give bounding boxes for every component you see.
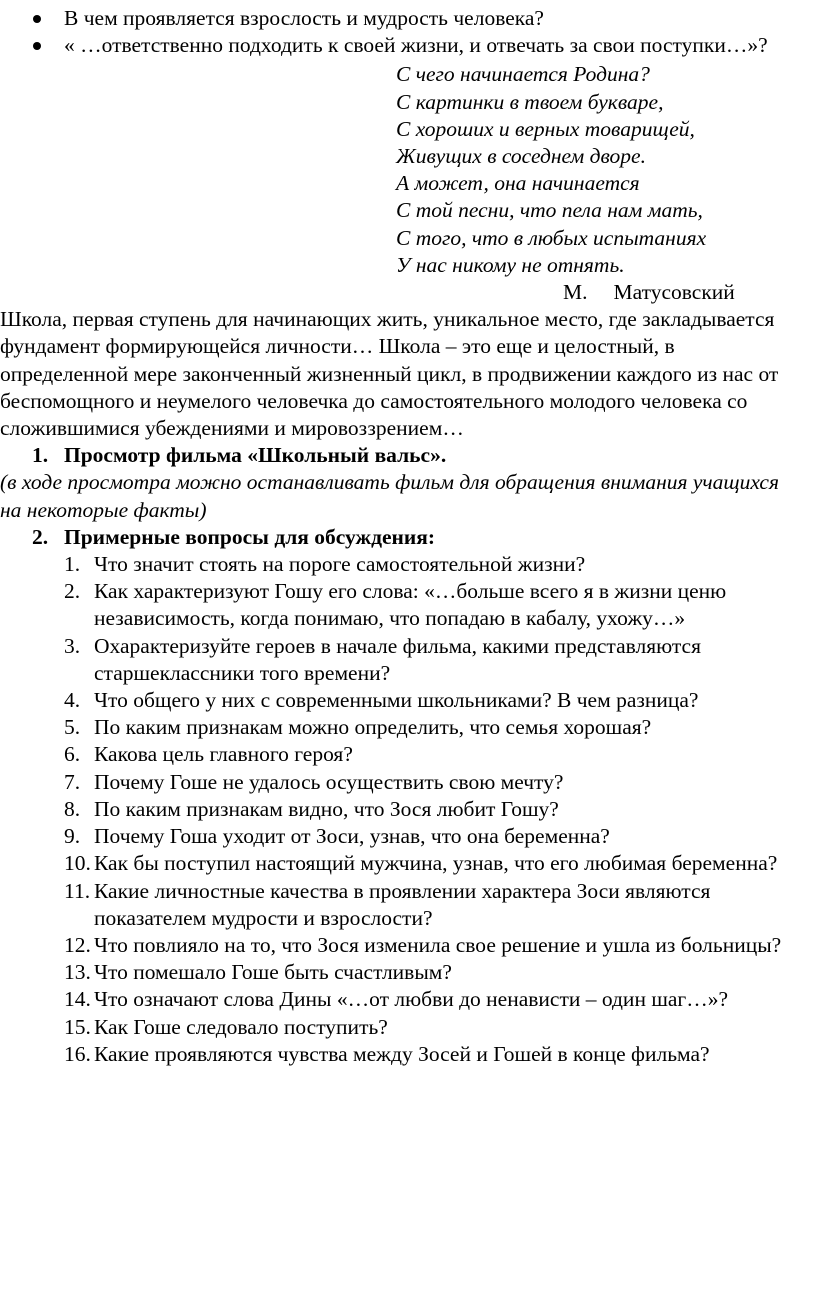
question-item	[0, 687, 816, 714]
question-number: 11.	[64, 878, 91, 903]
poem-author	[563, 279, 816, 306]
section-2-title: Примерные вопросы для обсуждения:	[64, 524, 436, 549]
question-number: 4.	[64, 688, 81, 713]
question-item	[0, 551, 816, 578]
question-number: 2.	[64, 579, 81, 604]
question-text: Что значит стоять на пороге самостоятельной жизни?	[94, 552, 586, 577]
question-text: По каким признакам видно, что Зося любит Гошу?	[94, 796, 559, 821]
author-name: Матусовский	[613, 280, 735, 305]
intro-paragraph: Школа, первая ступень для начинающих жить, уникальное место, где закладывается фундамент формирующейся личности… Школа – это еще и целостный, в определенной мере законченный жизненный цикл, в продвижении каждого из нас от беспомощного и неумелого человечка до самостоятельного молодого человека со сложившимися убеждениями и мировоззрением…	[0, 307, 779, 441]
question-text: Охарактеризуйте героев в начале фильма, какими представляются старшеклассники того времени?	[94, 633, 701, 685]
section-2-number: 2.	[32, 524, 49, 549]
question-text: Какие личностные качества в проявлении характера Зоси являются показателем мудрости и взрослости?	[94, 878, 711, 930]
poem-line: Живущих в соседнем дворе.	[396, 144, 646, 169]
question-item	[0, 986, 816, 1013]
question-text: Что означают слова Дины «…от любви до ненависти – один шаг…»?	[94, 987, 729, 1012]
question-number: 5.	[64, 715, 81, 740]
question-text: Что повлияло на то, что Зося изменила свое решение и ушла из больницы?	[94, 932, 782, 957]
bullet-text: « …ответственно подходить к своей жизни, и отвечать за свои поступки…»?	[64, 33, 768, 58]
question-text: Почему Гоша уходит от Зоси, узнав, что она беременна?	[94, 824, 610, 849]
poem-line: С той песни, что пела нам мать,	[396, 198, 703, 223]
poem-line: С чего начинается Родина?	[396, 62, 650, 87]
question-item	[0, 714, 816, 741]
question-number: 13.	[64, 960, 91, 985]
question-item	[0, 769, 816, 796]
poem-line: С картинки в твоем букваре,	[396, 89, 664, 114]
question-item	[0, 633, 816, 687]
question-text: Какова цель главного героя?	[94, 742, 353, 767]
section-1-title: Просмотр фильма «Школьный вальс».	[64, 443, 447, 468]
poem-line: У нас никому не отнять.	[396, 252, 625, 277]
question-number: 8.	[64, 796, 81, 821]
bullet-list	[0, 5, 816, 59]
bullet-item	[0, 32, 816, 59]
question-item	[0, 959, 816, 986]
question-text: Почему Гоше не удалось осуществить свою мечту?	[94, 769, 564, 794]
question-item	[0, 796, 816, 823]
question-number: 12.	[64, 932, 91, 957]
question-number: 16.	[64, 1041, 91, 1066]
section-1-heading	[0, 442, 816, 469]
question-item	[0, 578, 816, 632]
question-item	[0, 1041, 816, 1068]
poem-line: С того, что в любых испытаниях	[396, 225, 707, 250]
question-number: 7.	[64, 769, 81, 794]
document-page	[0, 5, 816, 1068]
questions-list	[0, 551, 816, 1068]
question-number: 10.	[64, 851, 91, 876]
question-text: Как бы поступил настоящий мужчина, узнав, что его любимая беременна?	[94, 851, 778, 876]
question-number: 6.	[64, 742, 81, 767]
question-number: 15.	[64, 1014, 91, 1039]
section-1-note: (в ходе просмотра можно останавливать фильм для обращения внимания учащихся на некоторые факты)	[0, 470, 779, 522]
author-initial: М.	[563, 280, 588, 305]
bullet-dot-icon	[33, 42, 41, 50]
section-1-number: 1.	[32, 443, 49, 468]
poem-line: С хороших и верных товарищей,	[396, 116, 695, 141]
bullet-item	[0, 5, 816, 32]
question-text: Какие проявляются чувства между Зосей и Гошей в конце фильма?	[94, 1041, 710, 1066]
question-item	[0, 878, 816, 932]
question-number: 1.	[64, 552, 81, 577]
question-number: 14.	[64, 987, 91, 1012]
question-text: Что помешало Гоше быть счастливым?	[94, 960, 452, 985]
question-text: Как Гоше следовало поступить?	[94, 1014, 388, 1039]
question-number: 3.	[64, 633, 81, 658]
poem-line: А может, она начинается	[396, 171, 640, 196]
bullet-dot-icon	[33, 15, 41, 23]
section-2-heading	[0, 524, 816, 551]
poem-epigraph	[396, 61, 816, 279]
question-item	[0, 741, 816, 768]
question-item	[0, 823, 816, 850]
question-item	[0, 1014, 816, 1041]
question-item	[0, 932, 816, 959]
question-item	[0, 850, 816, 877]
question-text: Что общего у них с современными школьниками? В чем разница?	[94, 688, 699, 713]
question-text: По каким признакам можно определить, что семья хорошая?	[94, 715, 652, 740]
bullet-text: В чем проявляется взрослость и мудрость человека?	[64, 6, 544, 30]
question-number: 9.	[64, 824, 81, 849]
question-text: Как характеризуют Гошу его слова: «…больше всего я в жизни ценю независимость, когда понимаю, что попадаю в кабалу, ухожу…»	[94, 579, 727, 631]
